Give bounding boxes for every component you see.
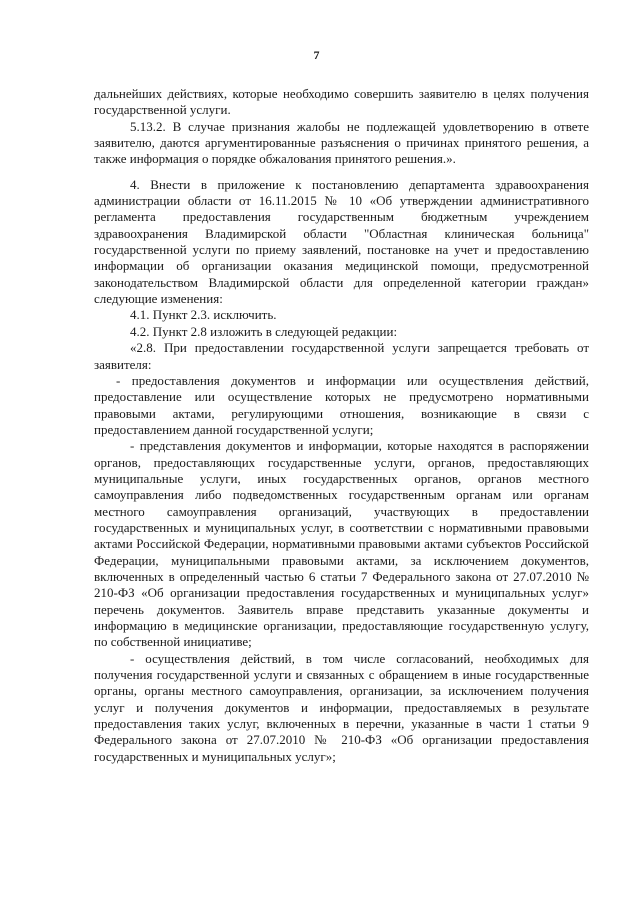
paragraph-item-4: 4. Внести в приложение к постановлению департамента здравоохранения администрации области от 16.11.2015 № 10 «Об утверждении административного регламента предоставления государственным бюджетным учреждением здравоохранения Владимирской области "Областная клиническая больница" государственной услуги по приему заявлений, постановке на учет и предоставлению информации об организации оказания медицинской помощи, предусмотренной законодательством Владимирской области для определенной категории граждан» следующие изменения: (94, 176, 589, 307)
paragraph-continuation: дальнейших действиях, которые необходимо совершить заявителю в целях получения государственной услуги. (94, 86, 589, 118)
paragraph-item-4-2: 4.2. Пункт 2.8 изложить в следующей редакции: (130, 323, 398, 339)
list-item-documents-actions: - предоставления документов и информации или осуществления действий, предоставление или осуществление которых не предусмотрено нормативными правовыми актами, регулирующими отношения, возникающие в связи с предоставлением данной государственной услуги; (94, 372, 589, 437)
list-item-approvals: - осуществления действий, в том числе согласований, необходимых для получения государственной услуги и связанных с обращением в иные государственные органы, органы местного самоуправления, организации, за исключением получения услуг и получения документов и информации, предоставляемых в результате предоставления таких услуг, включенных в перечни, указанные в части 1 статьи 9 Федерального закона от 27.07.2010 № 210-ФЗ «Об организации предоставления государственных и муниципальных услуг»; (94, 650, 589, 764)
paragraph-item-4-1: 4.1. Пункт 2.3. исключить. (130, 307, 277, 323)
list-item-documents-in-possession: - представления документов и информации, которые находятся в распоряжении органов, предоставляющих государственные услуги, органов, предоставляющих муниципальные услуги, иных государственных органов, органов местного самоуправления либо подведомственных государственным органам или органам местного самоуправления организаций, участвующих в предоставлении государственных и муниципальных услуг, в соответствии с нормативными правовыми актами Российской Федерации, нормативными правовыми актами субъектов Российской Федерации, муниципальными правовыми актами, за исключением документов, включенных в определенный частью 6 статьи 7 Федерального закона от 27.07.2010 № 210-ФЗ «Об организации предоставления государственных и муниципальных услуг» перечень документов. Заявитель вправе представить указанные документы и информацию в медицинские организации, предоставляющие государственную услугу, по собственной инициативе; (94, 438, 589, 650)
paragraph-5-13-2: 5.13.2. В случае признания жалобы не подлежащей удовлетворению в ответе заявителю, даются аргументированные разъяснения о причинах принятого решения, а также информация о порядке обжалования принятого решения.». (94, 118, 589, 167)
document-body (94, 86, 589, 765)
page-number: 7 (313, 48, 320, 62)
paragraph-2-8: «2.8. При предоставлении государственной услуги запрещается требовать от заявителя: (94, 340, 589, 372)
